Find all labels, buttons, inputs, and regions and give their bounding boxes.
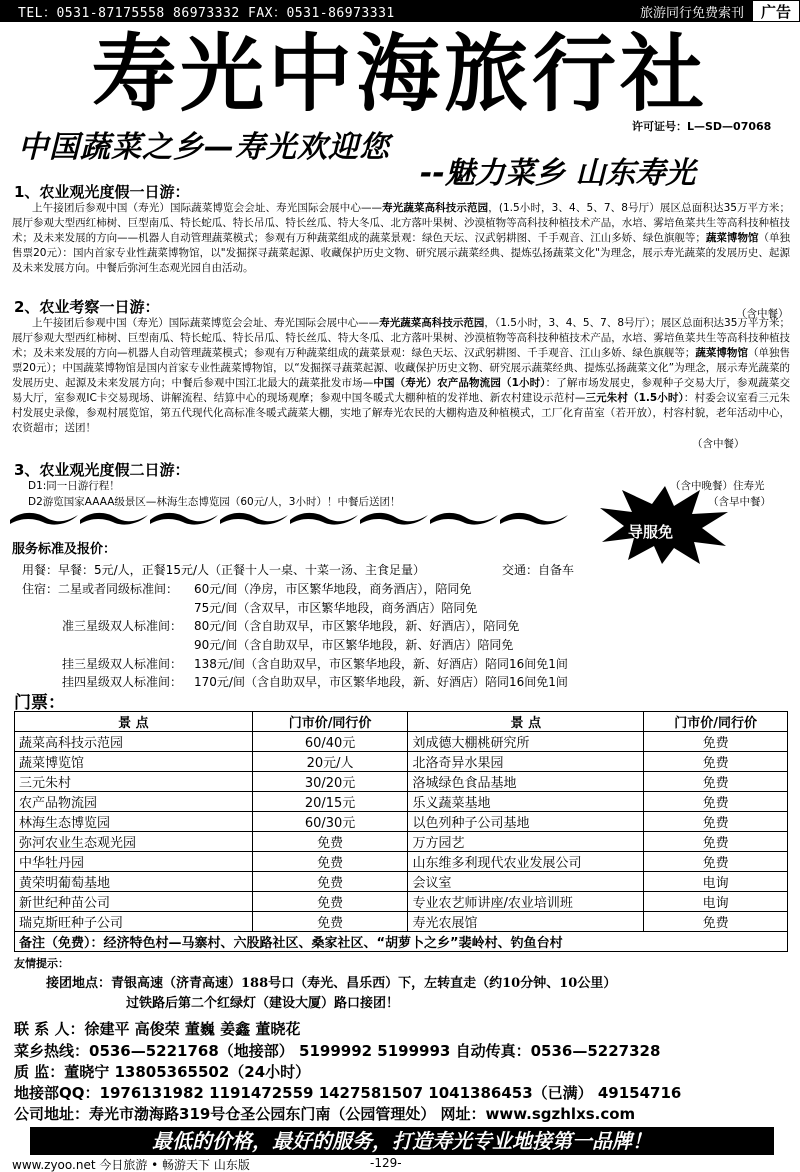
spot-name: 农产品物流园 [15,792,253,812]
tour2-meal: （含中餐） [692,438,745,450]
spot-price: 免费 [644,792,788,812]
tel-fax-text: TEL：0531-87175558 86973332 FAX：0531-86973331 [18,5,395,21]
page-number: -129- [370,1156,402,1170]
qq-numbers: 地接部QQ：1976131982 1191472559 1427581507 1041386453（已满） 49154716 [14,1084,682,1102]
lodging-option-2: 75元/间（含双早，市区繁华地段，商务酒店）陪同免 [194,601,478,615]
spot-name: 三元朱村 [15,772,253,792]
tickets-title: 门票： [14,693,65,713]
service-title: 服务标准及报价： [12,542,117,557]
table-row [15,892,788,912]
header-spot-right: 景 点 [408,712,644,732]
spot-name: 弥河农业生态观光园 [15,832,253,852]
spot-name: 专业农艺师讲座/农业培训班 [408,892,644,912]
table-row [15,812,788,832]
table-row [15,912,788,932]
spot-name: 洛城绿色食品基地 [408,772,644,792]
spot-name: 乐义蔬菜基地 [408,792,644,812]
lodging-option-6: 170元/间（含自助双早，市区繁华地段，新、好酒店）陪同16间免1间 [194,675,568,689]
contact-persons: 联 系 人：徐建平 高俊荣 董巍 姜鑫 董晓花 [14,1020,301,1038]
spot-price: 电询 [644,872,788,892]
lodging-label-hung4: 挂四星级双人标准间： [62,675,183,689]
pickup-direction: 过铁路后第二个红绿灯（建设大厦）路口接团！ [126,996,400,1011]
spot-name: 黄荣明葡萄基地 [15,872,253,892]
lodging-option-5: 138元/间（含自助双早，市区繁华地段，新、好酒店）陪同16间免1间 [194,657,568,671]
spot-name: 北洛奇异水果园 [408,752,644,772]
tour1-description: 上午接团后参观中国（寿光）国际蔬菜博览会会址、寿光国际会展中心——寿光蔬菜高科技示范园，(1.5小时，3、4、5、7、8号厅）展区总面积达35万平方米；展厅参观大型西红柿树、巨型南瓜、特长蛇瓜、特长吊瓜、特长丝瓜、特大冬瓜、北方落叶果树、沙漠植物等高科技种植技术产品，水培、雾培鱼菜共生等高科技种植技术；及未来发展的方向——机器人自动管理蔬菜模式；参观有万种蔬菜组成的蔬菜景观：绿色天坛、汉武躬耕图、千手观音、江山多娇、绿色旗舰等；蔬菜博物馆（单独售票20元）：国内首家专业性蔬菜博物馆，以"发掘探寻蔬菜起源、收藏保护历史文物、研究展示蔬菜经典、提炼弘扬蔬菜文化"为理念，展示寿光蔬菜的发展历史、起源及未来发展方向。中餐后弥河生态观光园自由活动。 [12,202,791,274]
spot-price: 电询 [644,892,788,912]
charm-slogan: --魅力菜乡 山东寿光 [420,156,696,191]
tips-title: 友情提示： [14,957,69,970]
table-row [15,832,788,852]
spot-price: 20/15元 [252,792,408,812]
table-row [15,732,788,752]
table-row [15,792,788,812]
header-price-left: 门市价/同行价 [252,712,408,732]
spot-price: 免费 [252,832,408,852]
spot-name: 新世纪种苗公司 [15,892,253,912]
license-number: 许可证号：L—SD—07068 [632,120,772,133]
spot-price: 免费 [644,812,788,832]
spot-name: 万方园艺 [408,832,644,852]
table-row [15,852,788,872]
lodging-option-1: 60元/间（净房，市区繁华地段，商务酒店），陪同免 [194,582,472,596]
ticket-price-table [14,711,788,952]
wave-divider [10,509,600,531]
welcome-slogan: 中国蔬菜之乡—寿光欢迎您 [18,130,390,165]
spot-price: 60/40元 [252,732,408,752]
service-dining: 用餐：早餐：5元/人，正餐15元/人（正餐十人一桌、十菜一汤、主食足量） [22,563,425,577]
top-contact-bar [0,0,800,22]
tour3-meal1: （含中晚餐）住寿光 [670,480,765,492]
spot-name: 林海生态博览园 [15,812,253,832]
spot-price: 免费 [252,892,408,912]
page-footer [12,1156,402,1172]
table-row [15,772,788,792]
spot-price: 60/30元 [252,812,408,832]
spot-name: 瑞克斯旺种子公司 [15,912,253,932]
spot-price: 免费 [252,852,408,872]
spot-price: 免费 [252,872,408,892]
spot-name: 山东维多利现代农业发展公司 [408,852,644,872]
spot-name: 刘成德大棚桃研究所 [408,732,644,752]
free-index-text: 旅游同行免费索刊 [639,5,744,21]
spot-name: 蔬菜博览馆 [15,752,253,772]
spot-price: 免费 [252,912,408,932]
slogan-banner: 最低的价格，最好的服务，打造寿光专业地接第一品牌！ [30,1127,774,1155]
tour2-description: 上午接团后参观中国（寿光）国际蔬菜博览会会址、寿光国际会展中心——寿光蔬菜高科技示范园，（1.5小时，3、4、5、7、8号厅）；展区总面积达35万平方米；展厅参观大型西红柿树、巨型南瓜、特长蛇瓜、特长吊瓜、特长丝瓜、特大冬瓜、北方落叶果树、沙漠植物等高科技种植技术产品，水培、雾培鱼菜共生等高科技种植技术；及未来发展的方向—机器人自动管理蔬菜模式；参观有万种蔬菜组成的蔬菜景观：绿色天坛、汉武躬耕图、千手观音、江山多娇、绿色旗舰等；蔬菜博物馆（单独售票20元）；中国蔬菜博物馆是国内首家专业性蔬菜博物馆，以“发掘探寻蔬菜起源、收藏保护历史文物、研究展示蔬菜经典、提炼弘扬蔬菜文化”为理念，展示寿光蔬菜的发展历史、起源及未来发展方向；中餐后参观中国江北最大的蔬菜批发市场—中国（寿光）农产品物流园（1小时）：了解市场发展史，参观种子交易大厅，参观蔬菜交易大厅，室参观IC卡交易现场、讲解流程、结算中心的现场观摩；参观中国冬暖式大棚种植的发祥地、新农村建设示范村—三元朱村（1.5小时）：村委会议室看三元朱村发展史录像，参观村展览馆，第五代现代化高标准冬暖式蔬菜大棚，实地了解寿光农民的大棚构造及种植模式，工厂化育苗室（若开放），村容村貌，老年活动中心，农资超市；送团！ [12,317,791,434]
table-note-row [15,932,788,952]
spot-name: 蔬菜高科技示范园 [15,732,253,752]
lodging-label-hung3: 挂三星级双人标准间： [62,657,183,671]
tour3-title: 3、农业观光度假二日游： [14,461,190,479]
tour3-meal2: （含早中餐） [708,496,771,508]
free-villages-note: 备注（免费）：经济特色村—马寨村、六股路社区、桑家社区、“胡萝卜之乡”裴岭村、钓鱼台村 [15,932,788,952]
agency-name-title: 寿光中海旅行社 [91,24,708,123]
spot-price: 20元/人 [252,752,408,772]
ad-badge: 广告 [752,0,800,22]
spot-name: 中华牡丹园 [15,852,253,872]
free-guide-label: 导服免 [628,523,674,541]
lodging-option-4: 90元/间（含自助双早，市区繁华地段，新、好酒店）陪同免 [194,638,514,652]
table-row [15,752,788,772]
tour3-day2: D2游览国家AAAA级景区—林海生态博览园（60元/人，3小时）！中餐后送团！ [28,496,401,508]
spot-price: 30/20元 [252,772,408,792]
spot-price: 免费 [644,752,788,772]
tour1-title: 1、农业观光度假一日游： [14,183,190,201]
table-header-row [15,712,788,732]
lodging-label: 住宿：二星或者同级标准间： [22,582,179,596]
spot-name: 以色列种子公司基地 [408,812,644,832]
spot-price: 免费 [644,912,788,932]
hotline-fax: 菜乡热线：0536—5221768（地接部） 5199992 5199993 自动传真：0536—5227328 [14,1042,661,1060]
spot-price: 免费 [644,852,788,872]
service-transport: 交通：自备车 [502,563,575,577]
company-address: 公司地址：寿光市渤海路319号仓圣公园东门南（公园管理处） 网址：www.sgzhlxs.com [14,1105,636,1123]
tour2-title: 2、农业考察一日游： [14,298,160,316]
tour3-day1: D1:同一日游行程！ [28,480,120,492]
spot-name: 会议室 [408,872,644,892]
spot-name: 寿光农展馆 [408,912,644,932]
spot-price: 免费 [644,832,788,852]
tour1-meal: （含中餐） [736,308,789,320]
table-row [15,872,788,892]
header-spot-left: 景 点 [15,712,253,732]
pickup-location: 接团地点：青银高速（济青高速）188号口（寿光、昌乐西）下，左转直走（约10分钟、10公里） [46,976,617,991]
footer-source: www.zyoo.net 今日旅游 • 畅游天下 山东版 [12,1158,250,1172]
lodging-label-3star: 准三星级双人标准间： [62,619,183,633]
spot-price: 免费 [644,732,788,752]
header-price-right: 门市价/同行价 [644,712,788,732]
lodging-option-3: 80元/间（含自助双早，市区繁华地段，新、好酒店），陪同免 [194,619,520,633]
quality-supervisor: 质 监：董晓宁 13805365502（24小时） [14,1063,311,1081]
spot-price: 免费 [644,772,788,792]
